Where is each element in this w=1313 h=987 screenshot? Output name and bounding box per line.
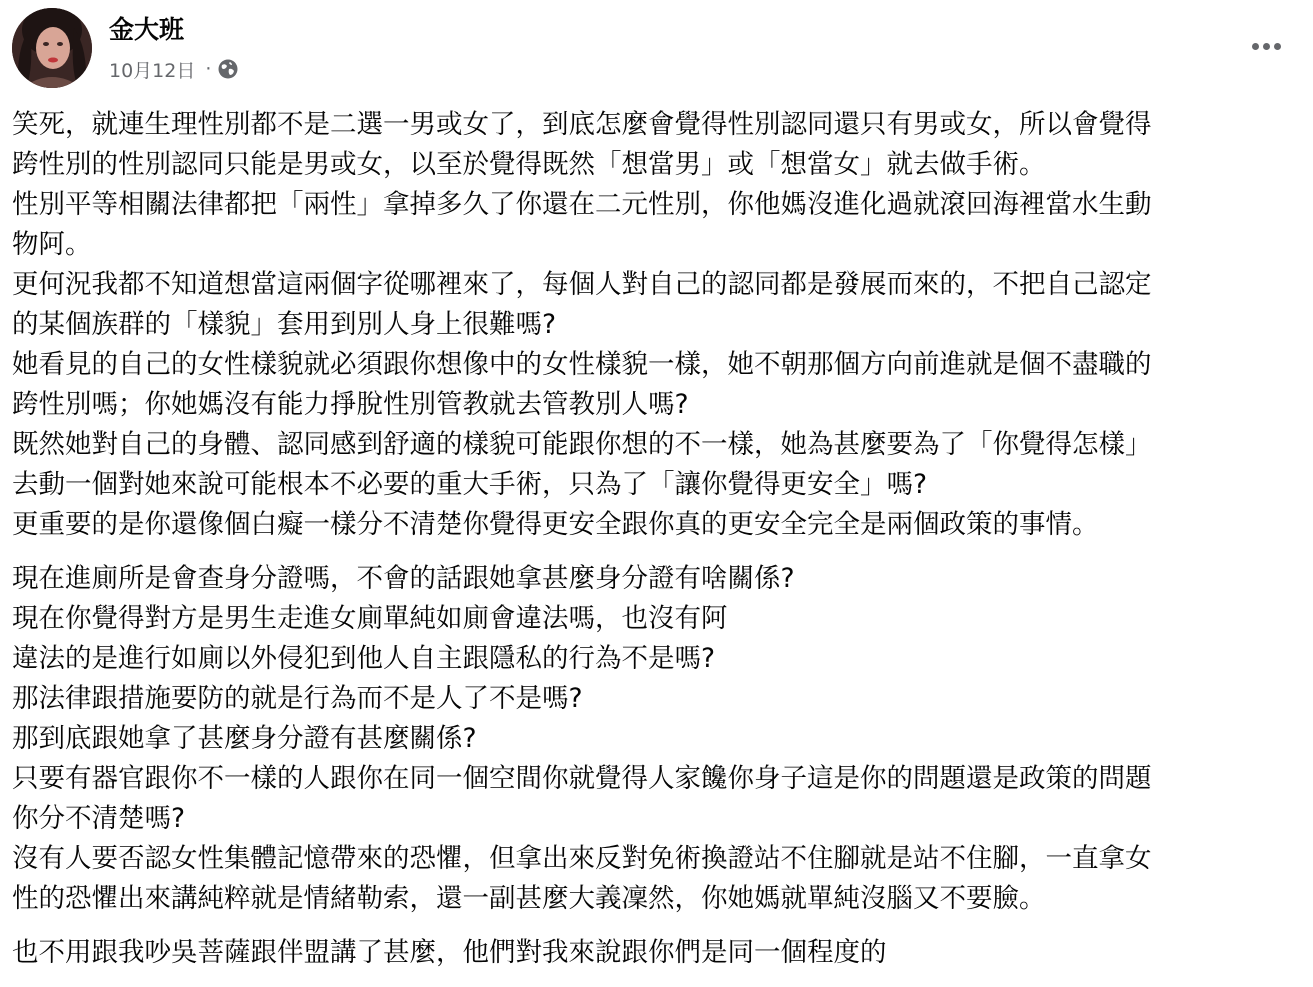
post-text-line: 你分不清楚嗎? <box>12 803 186 834</box>
post-text-line: 的某個族群的「樣貌」套用到別人身上很難嗎? <box>12 309 557 340</box>
post-text-line: 物阿。 <box>12 229 92 260</box>
post-paragraph <box>12 105 1302 545</box>
post-body <box>12 105 1302 987</box>
post-text-line: 現在進廁所是會查身分證嗎，不會的話跟她拿甚麼身分證有啥關係? <box>12 563 795 594</box>
post-text-line: 那法律跟措施要防的就是行為而不是人了不是嗎? <box>12 683 583 714</box>
more-icon-dot <box>1263 43 1270 50</box>
post-text-line: 性別平等相關法律都把「兩性」拿掉多久了你還在二元性別，你他媽沒進化過就滾回海裡當水生動 <box>12 189 1152 220</box>
post-meta <box>109 56 239 82</box>
post-paragraph <box>12 933 1302 973</box>
post-text-line: 更重要的是你還像個白癡一樣分不清楚你覺得更安全跟你真的更安全完全是兩個政策的事情。 <box>12 509 1099 540</box>
post-text-line: 也不用跟我吵吳菩薩跟伴盟講了甚麼，他們對我來說跟你們是同一個程度的 <box>12 937 887 968</box>
meta-separator: · <box>205 58 212 80</box>
post-text-line: 跨性別嗎；你她媽沒有能力掙脫性別管教就去管教別人嗎? <box>12 389 689 420</box>
post-text-line: 性的恐懼出來講純粹就是情緒勒索，還一副甚麼大義凜然，你她媽就單純沒腦又不要臉。 <box>12 883 1046 914</box>
avatar-image <box>12 8 92 88</box>
post-text-line: 去動一個對她來說可能根本不必要的重大手術，只為了「讓你覺得更安全」嗎? <box>12 469 928 500</box>
post-text-line: 既然她對自己的身體、認同感到舒適的樣貌可能跟你想的不一樣，她為甚麼要為了「你覺得怎樣」 <box>12 429 1152 460</box>
author-name[interactable]: 金大班 <box>109 15 185 44</box>
post-text-line: 跨性別的性別認同只能是男或女，以至於覺得既然「想當男」或「想當女」就去做手術。 <box>12 149 1046 180</box>
more-icon-dot <box>1274 43 1281 50</box>
post-text-line: 笑死，就連生理性別都不是二選一男或女了，到底怎麼會覺得性別認同還只有男或女，所以會覺得 <box>12 109 1152 140</box>
post-text-line: 沒有人要否認女性集體記憶帶來的恐懼，但拿出來反對免術換證站不住腳就是站不住腳，一直拿女 <box>12 843 1152 874</box>
more-options-button[interactable] <box>1244 28 1288 64</box>
post-header <box>12 8 1302 88</box>
post-text-line: 現在你覺得對方是男生走進女廁單純如廁會違法嗎，也沒有阿 <box>12 603 728 634</box>
post-paragraph <box>12 559 1302 919</box>
post-text-line: 更何況我都不知道想當這兩個字從哪裡來了，每個人對自己的認同都是發展而來的，不把自己認定 <box>12 269 1152 300</box>
globe-icon[interactable] <box>217 58 239 80</box>
post-date[interactable]: 10月12日 <box>109 59 196 82</box>
post-text-line: 那到底跟她拿了甚麼身分證有甚麼關係? <box>12 723 477 754</box>
post-text-line: 違法的是進行如廁以外侵犯到他人自主跟隱私的行為不是嗎? <box>12 643 716 674</box>
post-text-line: 只要有器官跟你不一樣的人跟你在同一個空間你就覺得人家饞你身子這是你的問題還是政策的問題 <box>12 763 1152 794</box>
more-icon-dot <box>1252 43 1259 50</box>
avatar[interactable] <box>12 8 92 88</box>
post-text-line: 她看見的自己的女性樣貌就必須跟你想像中的女性樣貌一樣，她不朝那個方向前進就是個不盡職的 <box>12 349 1152 380</box>
